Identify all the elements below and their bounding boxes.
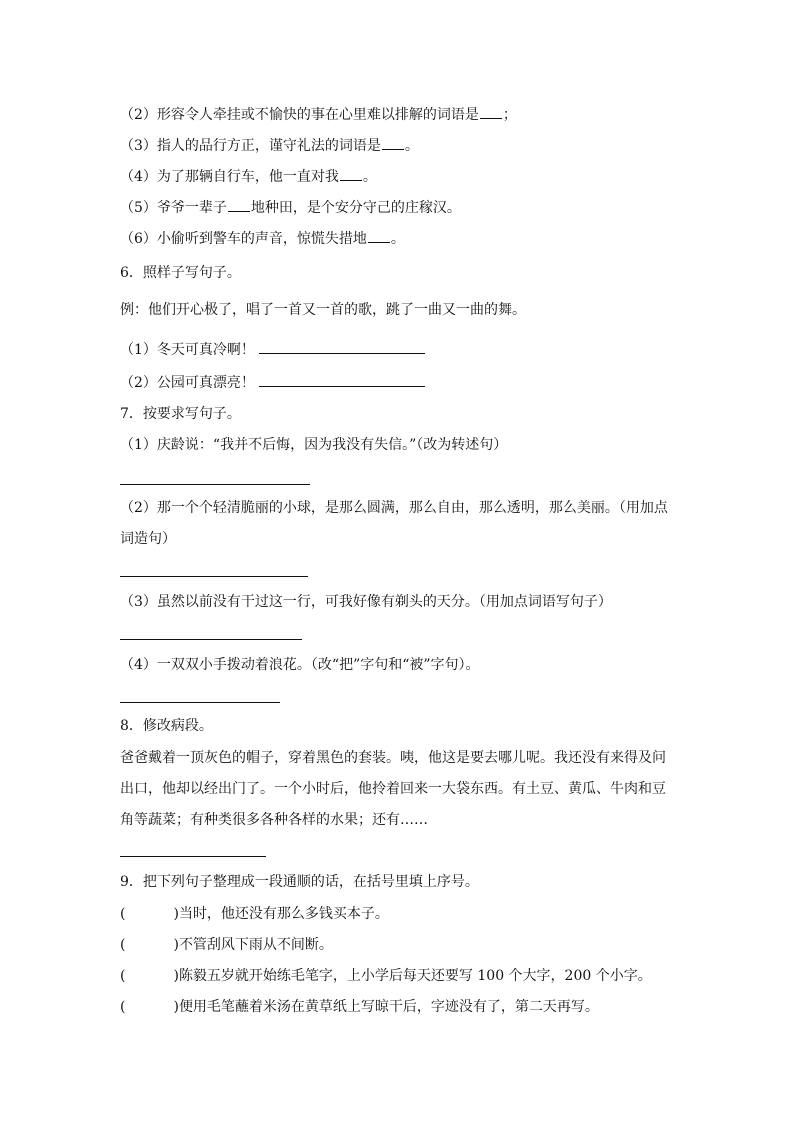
q6-item-2-text: （2）公园可真漂亮！ — [120, 375, 255, 391]
q8-title: 8．修改病段。 — [120, 718, 213, 734]
q9-title: 9．把下列句子整理成一段通顺的话，在括号里填上序号。 — [120, 874, 479, 890]
q9-item-4-text: 便用毛笔蘸着米汤在黄草纸上写晾干后，字迹没有了，第二天再写。 — [178, 999, 599, 1015]
q6-item-2 — [120, 372, 680, 392]
q9-item-1-close: ) — [173, 906, 179, 922]
q6-item-1 — [120, 339, 680, 359]
q7-item-4: （4）一双双小手拨动着浪花。（改“把”字句和“被”字句）。 — [120, 657, 480, 673]
q9-item-4-open: ( — [120, 999, 126, 1015]
q5-item-2 — [120, 104, 680, 124]
q5-item-2-blank[interactable] — [480, 104, 502, 119]
q8-paragraph: 爸爸戴着一顶灰色的帽子，穿着黑色的套装。咦，他这是要去哪儿呢。我还没有来得及问出口，他却以经出门了。一个小时后，他拎着回来一大袋东西。有土豆、黄瓜、牛肉和豆角等蔬菜；有种类很多各种各样的水果；还有…… — [120, 750, 666, 828]
q7-item-2-line-1: （2）那一个个轻清脆丽的小球，是那么圆满，那么自由，那么透明，那么美丽。（用加点 — [120, 500, 668, 516]
q7-item-3: （3）虽然以前没有干过这一行，可我好像有剃头的天分。（用加点词语写句子） — [120, 594, 612, 610]
q5-item-4-end: 。 — [362, 169, 377, 185]
q5-item-5-text: （5）爷爷一辈子 — [120, 200, 227, 216]
q5-item-2-end: ； — [502, 107, 517, 123]
q5-item-3-text: （3）指人的品行方正，谨守礼法的词语是 — [120, 138, 381, 154]
q5-item-4-text: （4）为了那辆自行车，他一直对我 — [120, 169, 339, 185]
q9-item-1-text: 当时，他还没有那么多钱买本子。 — [178, 906, 389, 922]
q5-item-5-end: 地种田，是个安分守己的庄稼汉。 — [250, 200, 461, 216]
q6-item-1-answer[interactable] — [259, 339, 425, 354]
q7-item-2-answer[interactable] — [120, 576, 308, 577]
q5-item-6-end: 。 — [390, 231, 405, 247]
q9-item-2-close: ) — [173, 937, 179, 953]
q9-item-4 — [120, 997, 680, 1017]
q6-example: 例：他们开心极了，唱了一首又一首的歌，跳了一曲又一曲的舞。 — [120, 302, 526, 318]
q7-title: 7．按要求写句子。 — [120, 406, 241, 422]
q5-item-6 — [120, 228, 680, 248]
q7-item-3-answer[interactable] — [120, 639, 302, 640]
q5-item-5-blank[interactable] — [228, 197, 250, 212]
q6-item-2-answer[interactable] — [259, 372, 425, 387]
q9-item-3 — [120, 966, 680, 986]
q9-item-3-open: ( — [120, 968, 126, 984]
q5-item-6-text: （6）小偷听到警车的声音，惊慌失措地 — [120, 231, 367, 247]
q9-item-2-open: ( — [120, 937, 126, 953]
q9-item-3-close: ) — [173, 968, 179, 984]
q5-item-5 — [120, 197, 680, 217]
q7-item-1-answer[interactable] — [120, 484, 310, 485]
q6-item-1-text: （1）冬天可真冷啊！ — [120, 342, 255, 358]
q5-item-3-end: 。 — [404, 138, 419, 154]
q9-item-2-text: 不管刮风下雨从不间断。 — [178, 937, 333, 953]
q9-item-3-text: 陈毅五岁就开始练毛笔字，上小学后每天还要写 100 个大字，200 个小字。 — [178, 968, 652, 984]
q7-item-2-line-2: 词造句） — [120, 531, 176, 547]
q9-item-2 — [120, 935, 680, 955]
q5-item-4-blank[interactable] — [340, 166, 362, 181]
q9-item-1 — [120, 904, 680, 924]
q5-item-3 — [120, 135, 680, 155]
q7-item-4-answer[interactable] — [120, 702, 280, 703]
q8-answer[interactable] — [120, 856, 266, 857]
q5-item-3-blank[interactable] — [382, 135, 404, 150]
q9-item-1-open: ( — [120, 906, 126, 922]
q7-item-1: （1）庆龄说：“我并不后悔，因为我没有失信。”（改为转述句） — [120, 437, 508, 453]
q5-item-6-blank[interactable] — [368, 228, 390, 243]
q6-title: 6．照样子写句子。 — [120, 265, 241, 281]
q9-item-4-close: ) — [173, 999, 179, 1015]
q5-item-4 — [120, 166, 680, 186]
q5-item-2-text: （2）形容令人牵挂或不愉快的事在心里难以排解的词语是 — [120, 107, 479, 123]
